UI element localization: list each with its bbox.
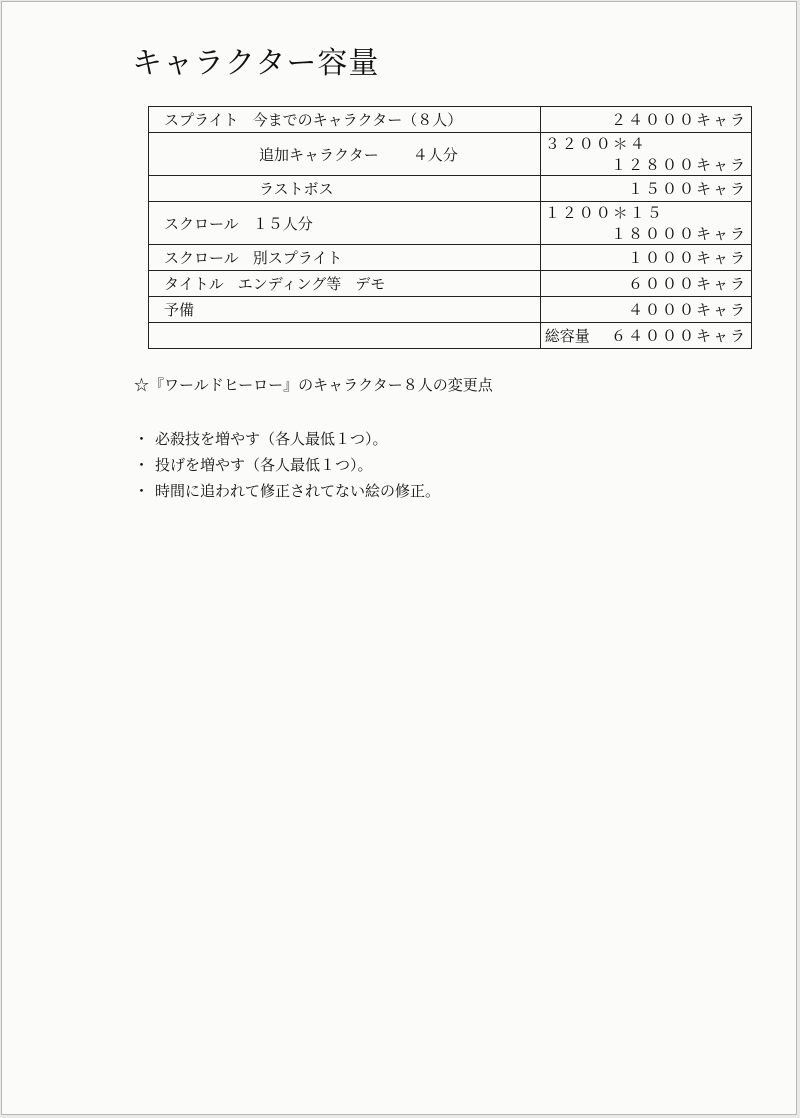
document-page [1,1,797,1115]
row-label: ラストボス [149,176,541,202]
changes-list [134,426,440,504]
table-row [149,271,752,297]
row-value-cell [540,107,751,133]
row-label: 追加キャラクター ４人分 [149,133,541,176]
row-value-cell [540,297,751,323]
total-empty-cell [149,323,541,349]
page-title: キャラクター容量 [132,46,380,81]
row-value: ２４０００キャラ [610,111,747,129]
list-item: ・ 必殺技を増やす（各人最低１つ）。 [134,430,388,448]
row-value-cell [540,245,751,271]
list-item: ・ 時間に追われて修正されてない絵の修正。 [134,482,441,500]
row-value: １２８００キャラ [610,156,747,174]
row-label: スクロール １５人分 [149,202,541,245]
row-value-cell [540,271,751,297]
table-row [149,202,752,245]
table-row [149,133,752,176]
total-value: ６４０００キャラ [610,327,747,345]
row-value-cell [540,176,751,202]
row-value: １８０００キャラ [610,225,747,243]
row-value-cell [540,202,751,245]
table-row [149,297,752,323]
table-row [149,107,752,133]
row-label: スクロール 別スプライト [149,245,541,271]
row-calc: １２００＊１５ [544,204,664,222]
row-value-cell [540,133,751,176]
row-calc: ３２００＊４ [544,135,647,153]
row-value: ４０００キャラ [627,301,747,319]
total-row [149,323,752,349]
row-label: 予備 [149,297,541,323]
table-row [149,176,752,202]
row-value: １０００キャラ [627,249,747,267]
row-label: スプライト 今までのキャラクター（８人） [149,107,541,133]
changes-heading: ☆『ワールドヒーロー』のキャラクター８人の変更点 [134,376,493,394]
capacity-table [148,106,752,349]
total-cell [540,323,751,349]
table-row [149,245,752,271]
row-value: ６０００キャラ [627,275,747,293]
list-item: ・ 投げを増やす（各人最低１つ）。 [134,456,373,474]
row-label: タイトル エンディング等 デモ [149,271,541,297]
row-value: １５００キャラ [627,180,747,198]
total-label: 総容量 [544,327,590,345]
